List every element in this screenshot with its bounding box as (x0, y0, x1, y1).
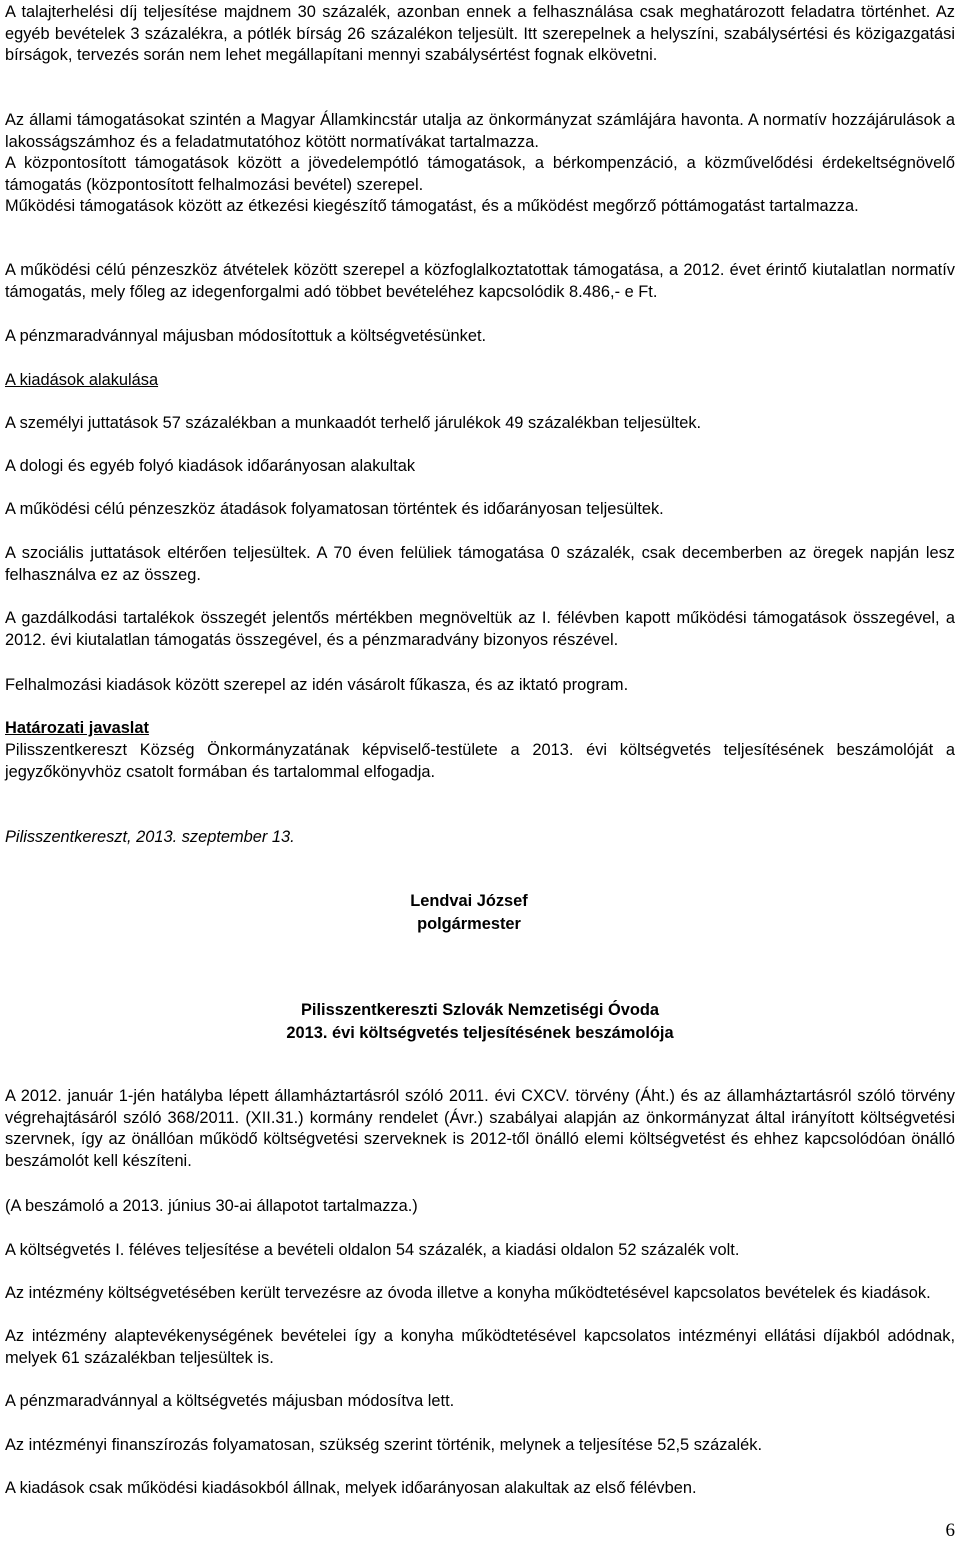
paragraph-surplus: A pénzmaradvánnyal májusban módosítottuk a költségvetésünket. (5, 327, 487, 345)
paragraph-resolution: Pilisszentkereszt Község Önkormányzatának képviselő-testülete a 2013. évi költségvetés teljesítésének beszámolóját a jegyzőkönyvhöz csatolt formában és tartalommal elfogadja. (5, 741, 955, 781)
paragraph-social-benefits: A szociális juttatások eltérően teljesültek. A 70 éven felüliek támogatása 0 százalék, csak decemberben az öregek napján lesz felhasználva ez az összeg. (5, 544, 955, 584)
heading-resolution-proposal: Határozati javaslat (5, 719, 149, 737)
paragraph-reporting-date: (A beszámoló a 2013. június 30-ai állapotot tartalmazza.) (5, 1197, 418, 1215)
paragraph-personnel: A személyi juttatások 57 százalékban a munkaadót terhelő járulékok 49 százalékban teljesültek. (5, 414, 702, 432)
paragraph-transfers-received: A működési célú pénzeszköz átvételek között szerepel a közfoglalkoztatottak támogatása, a 2012. évet érintő kiutalatlan normatív támogatás, mely főleg az idegenforgalmi adó többet bevételéhez kapcsolódik 8.486,- e Ft. (5, 261, 955, 301)
paragraph-reserves: A gazdálkodási tartalékok összegét jelentős mértékben megnöveltük az I. félévben kapott működési támogatások összegével, a 2012. évi kiutalatlan támogatás összegével, és a pénzmaradvány bizonyos részével. (5, 609, 955, 649)
paragraph-operating-expenditure: A kiadások csak működési kiadásokból állnak, melyek időarányosan alakultak az első félévben. (5, 1479, 697, 1497)
section-title (5, 999, 955, 1045)
paragraph-financing: Az intézményi finanszírozás folyamatosan, szükség szerint történik, melynek a teljesítése 52,5 százalék. (5, 1436, 763, 1454)
signature-block (5, 890, 586, 936)
paragraph-half-year-performance: A költségvetés I. féléves teljesítése a bevételi oldalon 54 százalék, a kiadási oldalon 52 százalék volt. (5, 1241, 740, 1259)
page-number: 6 (945, 1520, 955, 1541)
paragraph-centralized-support: A központosított támogatások között a jövedelempótló támogatások, a bérkompenzáció, a közművelődési érdekeltségnövelő támogatás (központosított felhalmozási bevétel) szerepel. (5, 154, 955, 194)
paragraph-operating-support: Működési támogatások között az étkezési kiegészítő támogatást, és a működést megőrző póttámogatást tartalmazza. (5, 197, 859, 215)
place-and-date: Pilisszentkereszt, 2013. szeptember 13. (5, 828, 295, 846)
paragraph-capital-expenditure: Felhalmozási kiadások között szerepel az idén vásárolt fűkasza, és az iktató program. (5, 676, 629, 694)
section-title-line-2: 2013. évi költségvetés teljesítésének beszámolója (286, 1024, 674, 1042)
paragraph-institution-budget: Az intézmény költségvetésében került tervezésre az óvoda illetve a konyha működtetésével kapcsolatos bevételek és kiadások. (5, 1284, 931, 1302)
section-title-line-1: Pilisszentkereszti Szlovák Nemzetiségi Óvoda (300, 1001, 659, 1019)
paragraph-revenue-fees: A talajterhelési díj teljesítése majdnem 30 százalék, azonban ennek a felhasználása csak meghatározott feladatra történhet. Az egyéb bevételek 3 százalékra, a pótlék bírság 26 százalékon teljesült. Itt szerepelnek a helyszíni, szabálysértési és közigazgatási bírságok, tervezés során nem lehet megállapítani mennyi szabálysértést fognak elkövetni. (5, 3, 955, 64)
heading-expenditures: A kiadások alakulása (5, 371, 159, 389)
paragraph-legal-basis: A 2012. január 1-jén hatályba lépett államháztartásról szóló 2011. évi CXCV. törvény (Áht.) és az államháztartásról szóló törvény végrehajtásáról szóló 368/2011. (XII.31.) kormány rendelet (Ávr.) szabályai alapján az önkormányzat által irányított költségvetési szervnek, így az önállóan működő költségvetési szerveknek is 2012-től önálló elemi költségvetést és ehhez kapcsolódóan önálló beszámolót kell készíteni. (5, 1087, 955, 1170)
paragraph-material-costs: A dologi és egyéb folyó kiadások időarányosan alakultak (5, 457, 416, 475)
paragraph-transfers-given: A működési célú pénzeszköz átadások folyamatosan történtek és időarányosan teljesültek. (5, 500, 664, 518)
paragraph-core-revenues: Az intézmény alaptevékenységének bevételei így a konyha működtetésével kapcsolatos intézményi ellátási díjakból adódnak, melyek 61 százalékban teljesültek is. (5, 1327, 955, 1367)
signer-name: Lendvai József (410, 892, 528, 910)
paragraph-state-support: Az állami támogatásokat szintén a Magyar Államkincstár utalja az önkormányzat számlájára havonta. A normatív hozzájárulások a lakosságszámhoz és a feladatmutatóhoz kötött normatívákat tartalmazza. (5, 111, 955, 151)
signer-title: polgármester (417, 915, 521, 933)
paragraph-budget-amendment: A pénzmaradvánnyal a költségvetés májusban módosítva lett. (5, 1392, 455, 1410)
